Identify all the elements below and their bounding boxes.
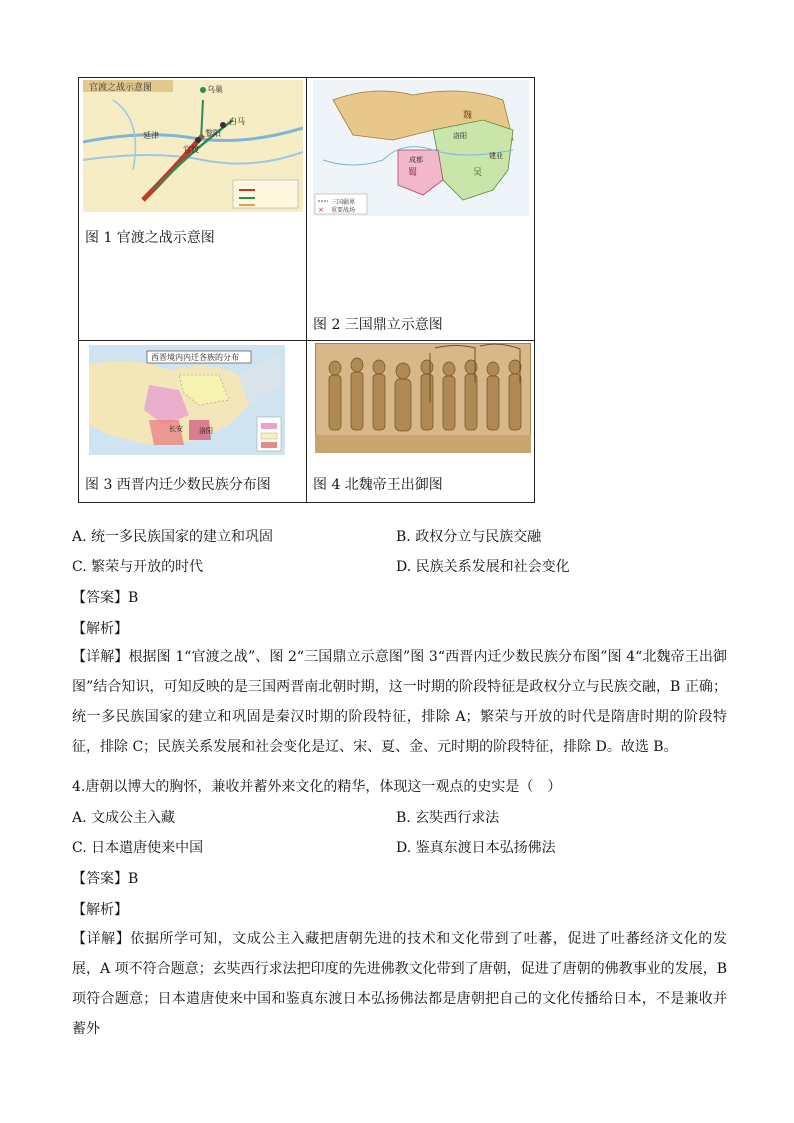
- wj-map-title: 西晋境内内迁各族的分布: [151, 353, 239, 362]
- guandu-label-wuchao: 乌巢: [207, 85, 223, 94]
- q3-analysis-label: 【解析】: [72, 621, 128, 637]
- guandu-label-liyang: 黎阳: [205, 129, 221, 138]
- q4-option-c[interactable]: C. 日本遣唐使来中国: [72, 840, 204, 856]
- q4-option-b[interactable]: B. 玄奘西行求法: [396, 810, 500, 826]
- guandu-map-title: 官渡之战示意图: [89, 83, 153, 93]
- q4-option-d[interactable]: D. 鉴真东渡日本弘扬佛法: [396, 840, 556, 856]
- label-wei: 魏: [463, 111, 473, 121]
- q3-option-a[interactable]: A. 统一多民族国家的建立和巩固: [72, 529, 274, 545]
- legend-battle: 重要战场: [331, 207, 356, 214]
- q4-detail: 【详解】依据所学可知，文成公主入藏把唐朝先进的技术和文化带到了吐蕃，促进了吐蕃经济文化的发展，A 项不符合题意；玄奘西行求法把印度的先进佛教文化带到了唐朝，促进了唐朝的佛教事业的发展，B 项符合题意；日本遣唐使来中国和鉴真东渡日本弘扬佛法都是唐朝把自己的文化传播给日本，不是兼收并蓄外: [72, 931, 727, 1037]
- svg-text:×: ×: [318, 206, 324, 214]
- q4-answer: 【答案】B: [72, 871, 139, 887]
- label-shu: 蜀: [408, 168, 418, 178]
- figure-table: [78, 77, 535, 503]
- label-wu: 吴: [473, 168, 483, 178]
- northern-wei-relief: [315, 343, 531, 453]
- figure-cell-4: [307, 341, 535, 503]
- western-jin-map: [89, 345, 285, 455]
- label-jianye: 建业: [489, 152, 503, 160]
- label-chengdu: 成都: [409, 156, 423, 164]
- q4-stem: 4.唐朝以博大的胸怀，兼收并蓄外来文化的精华，体现这一观点的史实是（ ）: [72, 779, 562, 795]
- figure-cell-3: [79, 341, 307, 503]
- wj-label-luoyang: 洛阳: [199, 427, 213, 435]
- figure-4-caption: 图 4 北魏帝王出御图: [313, 477, 443, 493]
- three-kingdoms-map: [313, 80, 529, 216]
- label-luoyang: 洛阳: [453, 132, 467, 140]
- q3-option-c[interactable]: C. 繁荣与开放的时代: [72, 559, 204, 575]
- guandu-label-yanjin: 延津: [143, 131, 159, 140]
- q3-answer: 【答案】B: [72, 590, 139, 606]
- guandu-label-baima: 白马: [229, 117, 245, 126]
- guandu-map: [83, 80, 303, 212]
- q3-detail: 【详解】根据图 1“官渡之战”、图 2“三国鼎立示意图”图 3“西晋内迁少数民族分布图”图 4“北魏帝王出御图”结合知识，可知反映的是三国两晋南北朝时期，这一时期的阶段特征是政权分立与民族交融，B 正确；统一多民族国家的建立和巩固是秦汉时期的阶段特征，排除 A；繁荣与开放的时代是隋唐时期的阶段特征，排除 C；民族关系发展和社会变化是辽、宋、夏、金、元时期的阶段特征，排除 D。故选 B。: [72, 649, 727, 755]
- figure-1-caption: 图 1 官渡之战示意图: [85, 230, 215, 246]
- legend-border: 三国疆界: [331, 199, 356, 206]
- q4-option-a[interactable]: A. 文成公主入藏: [72, 810, 176, 826]
- figure-2-caption: 图 2 三国鼎立示意图: [313, 317, 443, 333]
- q3-option-b[interactable]: B. 政权分立与民族交融: [396, 529, 542, 545]
- guandu-label-guandu: 官渡: [183, 145, 199, 154]
- q3-option-d[interactable]: D. 民族关系发展和社会变化: [396, 559, 570, 575]
- q4-analysis-label: 【解析】: [72, 902, 128, 918]
- wj-label-changan: 长安: [169, 425, 183, 433]
- figure-cell-1: [79, 78, 307, 341]
- figure-3-caption: 图 3 西晋内迁少数民族分布图: [85, 477, 271, 493]
- figure-cell-2: [307, 78, 535, 341]
